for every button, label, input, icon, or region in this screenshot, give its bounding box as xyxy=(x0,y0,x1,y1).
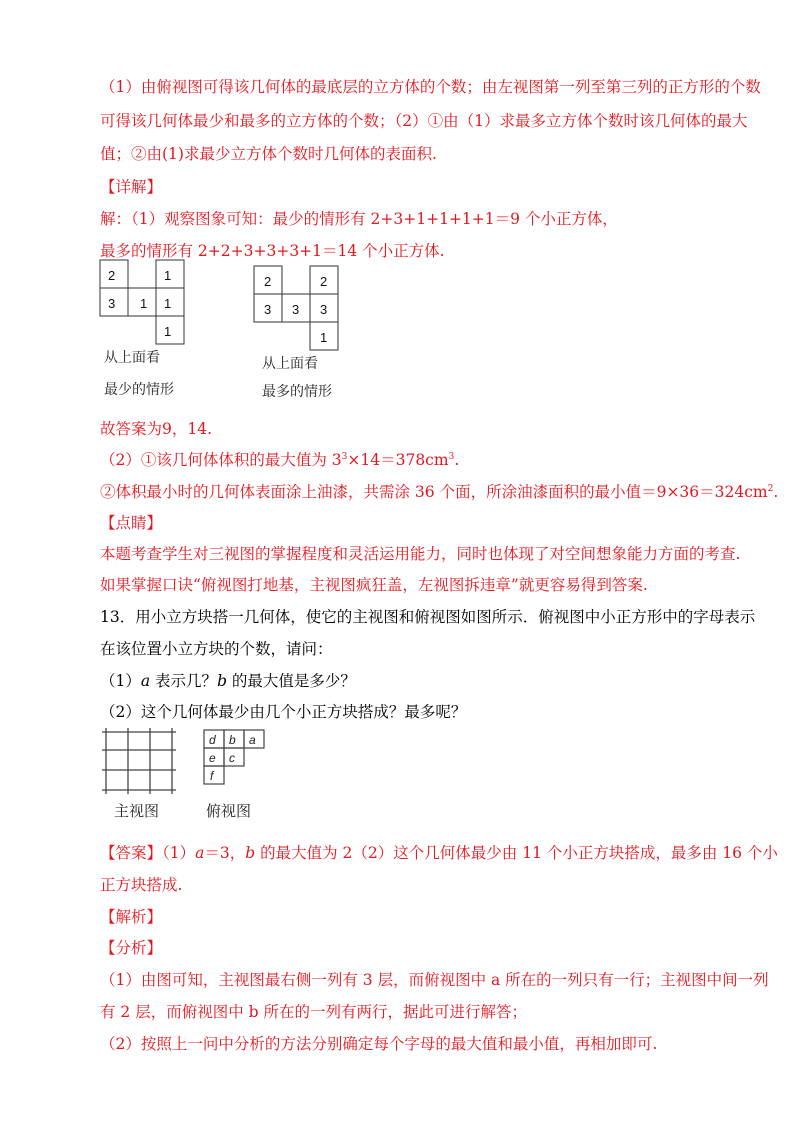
answer13-line-1 xyxy=(100,842,778,864)
figure-max-cell: 2 xyxy=(264,274,272,289)
exponent: 3 xyxy=(448,452,455,462)
question13-line-1: 13．用小立方块搭一几何体，使它的主视图和俯视图如图所示．俯视图中小正方形中的字母表示 xyxy=(100,608,756,626)
solution-line-2: 最多的情形有 2+2+3+3+3+1＝14 个小正方体. xyxy=(100,242,445,260)
figure-min-caption-1: 从上面看 xyxy=(104,350,160,366)
exponent: 2 xyxy=(767,484,774,494)
q-text: 表示几？ xyxy=(150,672,218,690)
question13-part1 xyxy=(100,670,720,692)
q-text: （1） xyxy=(100,672,141,690)
figure-min-cell: 1 xyxy=(164,268,172,283)
answer-text: 的最大值为 2（2）这个几何体最少由 11 个小正方块搭成，最多由 16 个小 xyxy=(255,844,778,862)
var-a: a xyxy=(140,672,151,690)
answer-text: ＝3， xyxy=(204,844,246,862)
analysis13-heading: 【分析】 xyxy=(100,939,163,957)
var-a: a xyxy=(195,844,205,862)
analysis-line-3: 值；②由(1)求最少立方体个数时几何体的表面积. xyxy=(100,145,437,163)
figure-max-cell: 3 xyxy=(320,302,328,317)
figure-min-cell: 1 xyxy=(164,324,172,339)
figure-min-cell: 1 xyxy=(140,296,148,311)
comment-heading: 【点睛】 xyxy=(100,514,163,532)
analysis-line-1: （1）由俯视图可得该几何体的最底层的立方体的个数；由左视图第一列至第三列的正方形的个数 xyxy=(100,78,761,96)
front-view-caption: 主视图 xyxy=(114,802,160,820)
top-view-letter: c xyxy=(229,751,235,765)
part2-text: （2）①该几何体体积的最大值为 3 xyxy=(100,451,342,469)
figure-max-cell: 3 xyxy=(264,302,272,317)
answer-tag: 【答案】 xyxy=(100,844,163,862)
var-b: b xyxy=(245,844,256,862)
top-view-letter: a xyxy=(249,733,256,747)
view-figures xyxy=(96,720,296,826)
analysis13-line-3: （2）按照上一问中分析的方法分别确定每个字母的最大值和最小值，再相加即可. xyxy=(100,1035,658,1053)
top-view-figures xyxy=(90,256,390,406)
top-view-letter: d xyxy=(209,733,216,747)
front-view-grid xyxy=(102,728,176,794)
top-view-caption: 俯视图 xyxy=(206,802,252,820)
analysis-line-2: 可得该几何体最少和最多的立方体的个数；（2）①由（1）求最多立方体个数时该几何体的最大 xyxy=(100,112,748,130)
figure-min-cell: 3 xyxy=(108,296,116,311)
part2-text: ②体积最小时的几何体表面涂上油漆，共需涂 36 个面，所涂油漆面积的最小值＝9×36＝324cm xyxy=(100,483,768,501)
top-view-letter: e xyxy=(209,751,216,765)
figure-max-cell: 3 xyxy=(292,302,300,317)
figure-min-cell: 1 xyxy=(164,296,172,311)
answer-text: 故答案为9，14. xyxy=(100,420,213,438)
part2-line-1 xyxy=(100,449,720,471)
figure-max-caption-2: 最多的情形 xyxy=(262,384,332,400)
parse-heading: 【解析】 xyxy=(100,908,163,926)
part2-text: ×14＝378cm xyxy=(347,451,449,469)
comment-line-2: 如果掌握口诀“俯视图打地基，主视图疯狂盖，左视图拆违章”就更容易得到答案. xyxy=(100,576,648,594)
top-view-letter: b xyxy=(229,733,236,747)
analysis13-line-2: 有 2 层，而俯视图中 b 所在的一列有两行，据此可进行解答； xyxy=(100,1003,527,1021)
figure-max-caption-1: 从上面看 xyxy=(262,356,318,372)
part2-text: . xyxy=(454,451,460,469)
analysis13-line-1: （1）由图可知，主视图最右侧一列有 3 层，而俯视图中 a 所在的一列只有一行；主视图中间一列 xyxy=(100,971,769,989)
figure-min-cell: 2 xyxy=(108,268,116,283)
var-b: b xyxy=(217,672,227,690)
top-view-letter: f xyxy=(210,769,214,783)
answer13-line-2: 正方块搭成. xyxy=(100,876,183,894)
part2-text: . xyxy=(773,483,779,501)
answer-text: （1） xyxy=(162,844,196,862)
comment-line-1: 本题考查学生对三视图的掌握程度和灵活运用能力，同时也体现了对空间想象能力方面的考查. xyxy=(100,545,741,563)
detail-heading: 【详解】 xyxy=(100,178,163,196)
exponent: 3 xyxy=(341,452,348,462)
figure-max-cell: 2 xyxy=(320,274,328,289)
figure-max-cell: 1 xyxy=(320,330,328,345)
part2-line-2 xyxy=(100,481,779,503)
question13-part2: （2）这个几何体最少由几个小正方块搭成？最多呢？ xyxy=(100,703,467,721)
figure-min-caption-2: 最少的情形 xyxy=(104,382,174,398)
solution-line-1: 解：（1）观察图象可知：最少的情形有 2+3+1+1+1+1＝9 个小正方体， xyxy=(100,210,618,228)
q-text: 的最大值是多少？ xyxy=(227,672,356,690)
question13-line-2: 在该位置小立方块的个数，请问： xyxy=(100,640,333,658)
